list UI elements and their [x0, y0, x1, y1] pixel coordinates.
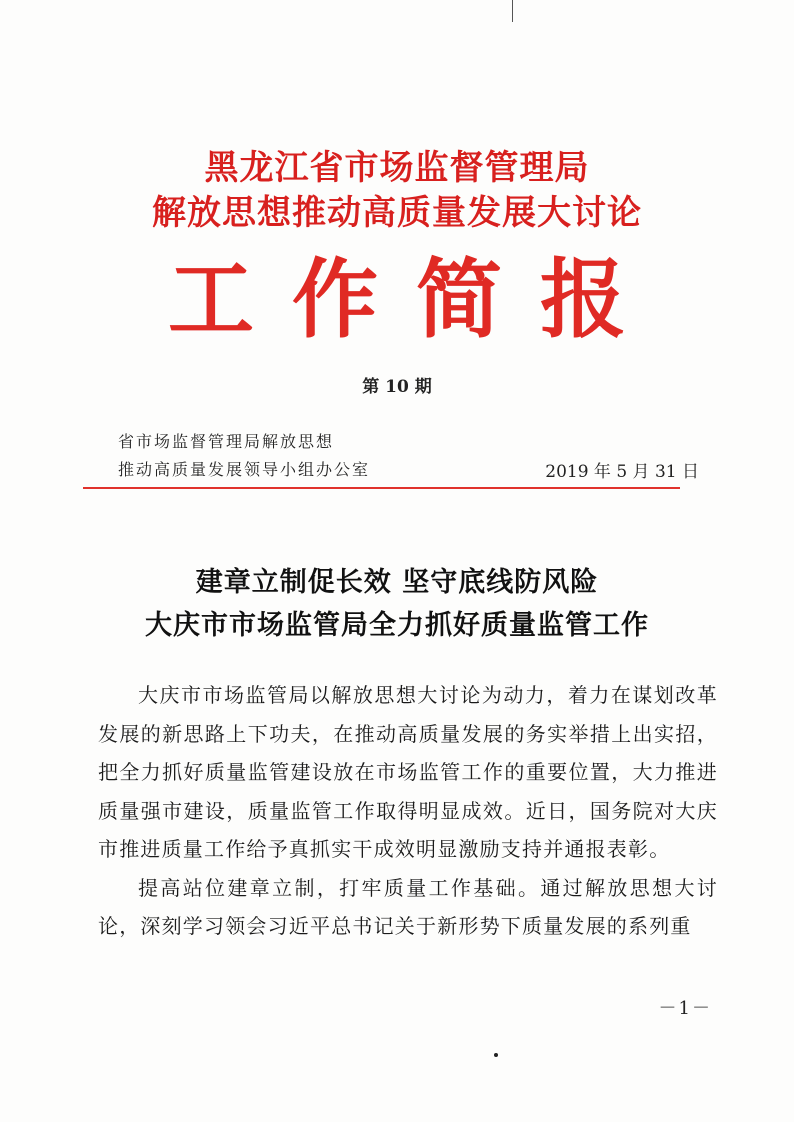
paragraph: 提高站位建章立制，打牢质量工作基础。通过解放思想大讨论，深刻学习领会习近平总书记关于新形势下质量发展的系列重 — [98, 875, 718, 938]
masthead-title: 工作简报 — [168, 249, 664, 350]
issue-date: 2019 年 5 月 31 日 — [545, 462, 699, 482]
issuer-line-2: 推动高质量发展领导小组办公室 — [118, 460, 371, 479]
page-number: －1－ — [658, 998, 712, 1019]
issuer-line-1: 省市场监督管理局解放思想 — [118, 432, 335, 451]
crop-mark — [512, 0, 513, 22]
campaign-name: 解放思想推动高质量发展大讨论 — [152, 193, 642, 233]
issuing-agency: 黑龙江省市场监督管理局 — [204, 148, 590, 188]
red-divider — [83, 487, 680, 489]
article-title-line-1: 建章立制促长效 坚守底线防风险 — [195, 567, 599, 598]
punch-dot — [494, 1053, 498, 1057]
article-body — [98, 676, 718, 946]
paragraph: 大庆市市场监管局以解放思想大讨论为动力，着力在谋划改革发展的新思路上下功夫，在推动高质量发展的务实举措上出实招，把全力抓好质量监管建设放在市场监管工作的重要位置，大力推进质量强市建设，质量监管工作取得明显成效。近日，国务院对大庆市推进质量工作给予真抓实干成效明显激励支持并通报表彰。 — [98, 683, 718, 861]
issue-number: 第 10 期 — [362, 377, 432, 397]
article-title-line-2: 大庆市市场监管局全力抓好质量监管工作 — [145, 610, 649, 641]
